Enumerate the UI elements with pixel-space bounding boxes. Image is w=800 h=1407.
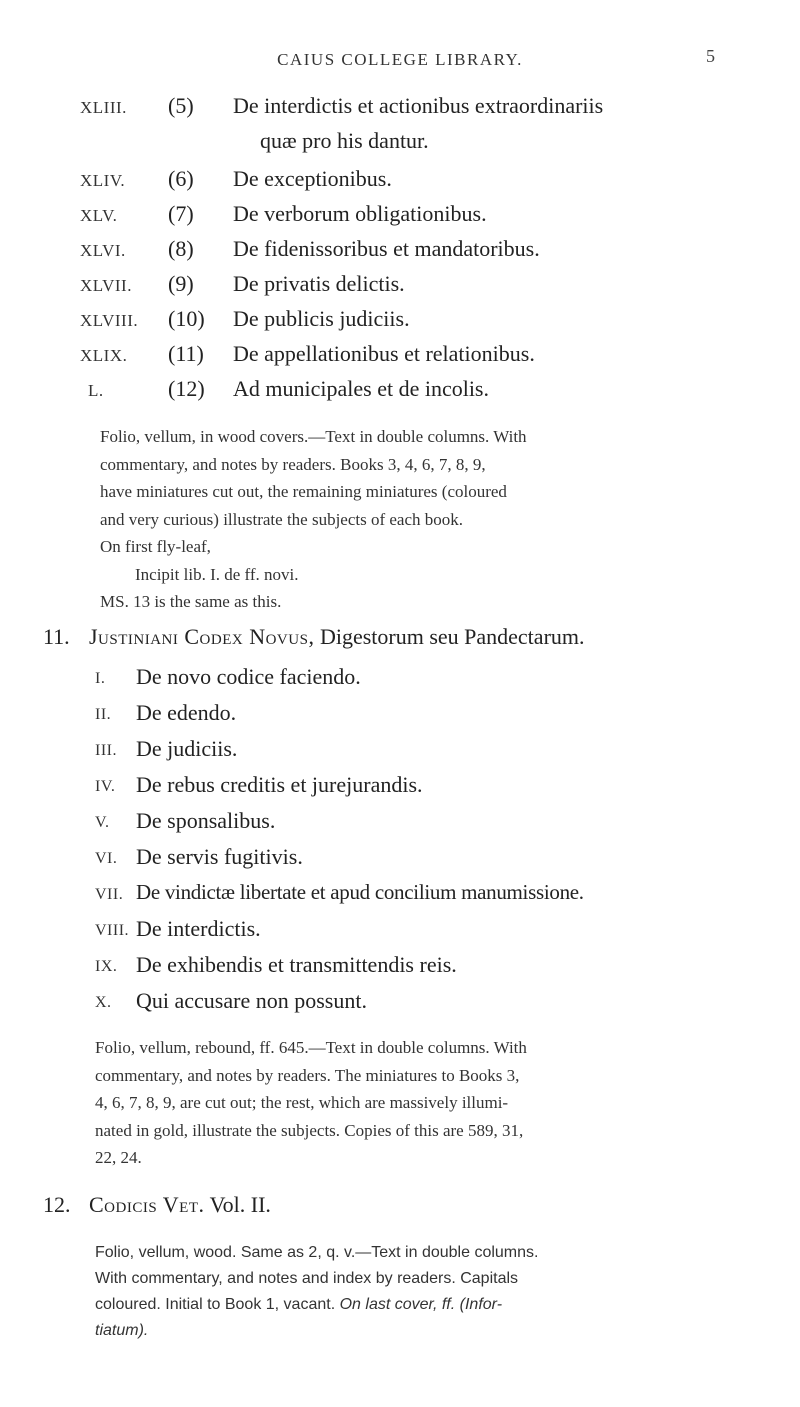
book-row [80, 233, 760, 269]
book-row [95, 664, 765, 700]
book-number: III. [95, 742, 117, 759]
book-title: De exhibendis et transmittendis reis. [136, 952, 457, 977]
book-number: I. [95, 670, 106, 687]
note-line: and very curious) illustrate the subjects of each book. [100, 509, 464, 529]
book-number: L. [88, 381, 104, 400]
book-number: VI. [95, 850, 118, 867]
note-line: have miniatures cut out, the remaining miniatures (coloured [100, 482, 507, 501]
book-number: V. [95, 814, 110, 831]
page-number: 5 [706, 46, 715, 66]
book-row [95, 772, 765, 808]
book-row [80, 90, 760, 153]
book-title: De publicis judiciis. [233, 306, 410, 331]
entry-title-rest: Digestorum seu Pandectarum. [319, 624, 585, 649]
note-line [95, 1292, 745, 1318]
book-number: IX. [95, 958, 118, 975]
entry-number: 12. [43, 1192, 71, 1217]
book-title: De sponsalibus. [136, 808, 276, 833]
book-row [95, 988, 765, 1024]
book-row [95, 952, 765, 988]
book-row [80, 373, 760, 409]
book-title: De novo codice faciendo. [136, 664, 361, 689]
section-number: (12) [168, 376, 205, 401]
note-line: Folio, vellum, in wood covers.—Text in double columns. With [100, 427, 527, 446]
book-title: De appellationibus et relationibus. [233, 341, 535, 366]
section-number: (8) [168, 236, 194, 261]
book-row [80, 338, 760, 374]
book-number: II. [95, 706, 112, 723]
description-note [100, 423, 740, 616]
description-note [95, 1034, 745, 1172]
section-number: (10) [168, 306, 205, 331]
section-number: (9) [168, 271, 194, 296]
book-number: VII. [95, 886, 124, 903]
section-number: (5) [168, 93, 194, 118]
note-line: Folio, vellum, rebound, ff. 645.—Text in double columns. With [95, 1038, 527, 1057]
running-head: CAIUS COLLEGE LIBRARY. [277, 50, 523, 69]
note-line: commentary, and notes by readers. Books 3, 4, 6, 7, 8, 9, [100, 454, 486, 474]
book-title: De fidenissoribus et mandatoribus. [233, 236, 540, 261]
entry-heading [43, 624, 763, 656]
entry-title-smallcaps: Codicis Vet. [89, 1192, 205, 1217]
book-title: De servis fugitivis. [136, 844, 303, 869]
book-title: De interdictis. [136, 916, 261, 941]
book-number: XLIV. [80, 171, 126, 190]
book-row [95, 700, 765, 736]
book-number: IV. [95, 778, 116, 795]
book-title: De interdictis et actionibus extraordinariis [233, 93, 604, 118]
note-line-text: coloured. Initial to Book 1, vacant. [95, 1296, 336, 1313]
entry-heading [43, 1192, 763, 1224]
book-title: De exceptionibus. [233, 166, 392, 191]
book-row [95, 736, 765, 772]
book-number: XLIX. [80, 346, 128, 365]
book-number: XLV. [80, 206, 118, 225]
book-number: XLIII. [80, 98, 127, 117]
book-title: De privatis delictis. [233, 271, 405, 296]
section-number: (11) [168, 341, 204, 366]
book-row [95, 844, 765, 880]
book-number: X. [95, 994, 112, 1011]
entry-title-rest: Vol. II. [209, 1192, 271, 1217]
book-title: De rebus creditis et jurejurandis. [136, 772, 423, 797]
book-title: De judiciis. [136, 736, 238, 761]
note-line: On first fly-leaf, [100, 537, 211, 556]
entry-title [89, 624, 585, 650]
book-title: De verborum obligationibus. [233, 201, 487, 226]
entry-number: 11. [43, 624, 70, 649]
note-line: 22, 24. [95, 1148, 142, 1167]
note-line: With commentary, and notes and index by readers. Capitals [95, 1270, 519, 1287]
book-number: VIII. [95, 922, 130, 939]
book-title: Qui accusare non possunt. [136, 988, 367, 1013]
book-number: XLVII. [80, 276, 132, 295]
book-title: De vindictæ libertate et apud concilium manumissione. [136, 880, 584, 904]
note-line: 4, 6, 7, 8, 9, are cut out; the rest, which are massively illumi- [95, 1093, 509, 1112]
section-number: (6) [168, 166, 194, 191]
book-number: XLVI. [80, 241, 126, 260]
book-number: XLVIII. [80, 311, 139, 330]
note-line: commentary, and notes by readers. The miniatures to Books 3, [95, 1065, 520, 1085]
book-row [95, 880, 765, 916]
note-italic-text: On last cover, ff. (Infor- [339, 1296, 503, 1313]
section-number: (7) [168, 201, 194, 226]
book-row [80, 303, 760, 339]
book-row [80, 198, 760, 234]
description-note [95, 1240, 745, 1344]
entry-title [89, 1192, 271, 1218]
note-line: Folio, vellum, wood. Same as 2, q. v.—Text in double columns. [95, 1244, 539, 1261]
book-title-continued: quæ pro his dantur. [260, 128, 429, 153]
book-title: De edendo. [136, 700, 237, 725]
book-title: Ad municipales et de incolis. [233, 376, 489, 401]
note-line: MS. 13 is the same as this. [100, 592, 282, 611]
book-row [95, 808, 765, 844]
book-row [95, 916, 765, 952]
book-row [80, 268, 760, 304]
note-line: tiatum). [95, 1322, 149, 1339]
note-line: nated in gold, illustrate the subjects. Copies of this are 589, 31, [95, 1120, 524, 1140]
note-line: Incipit lib. I. de ff. novi. [135, 564, 299, 584]
book-row [80, 163, 760, 199]
entry-title-smallcaps: Justiniani Codex Novus, [89, 624, 315, 649]
